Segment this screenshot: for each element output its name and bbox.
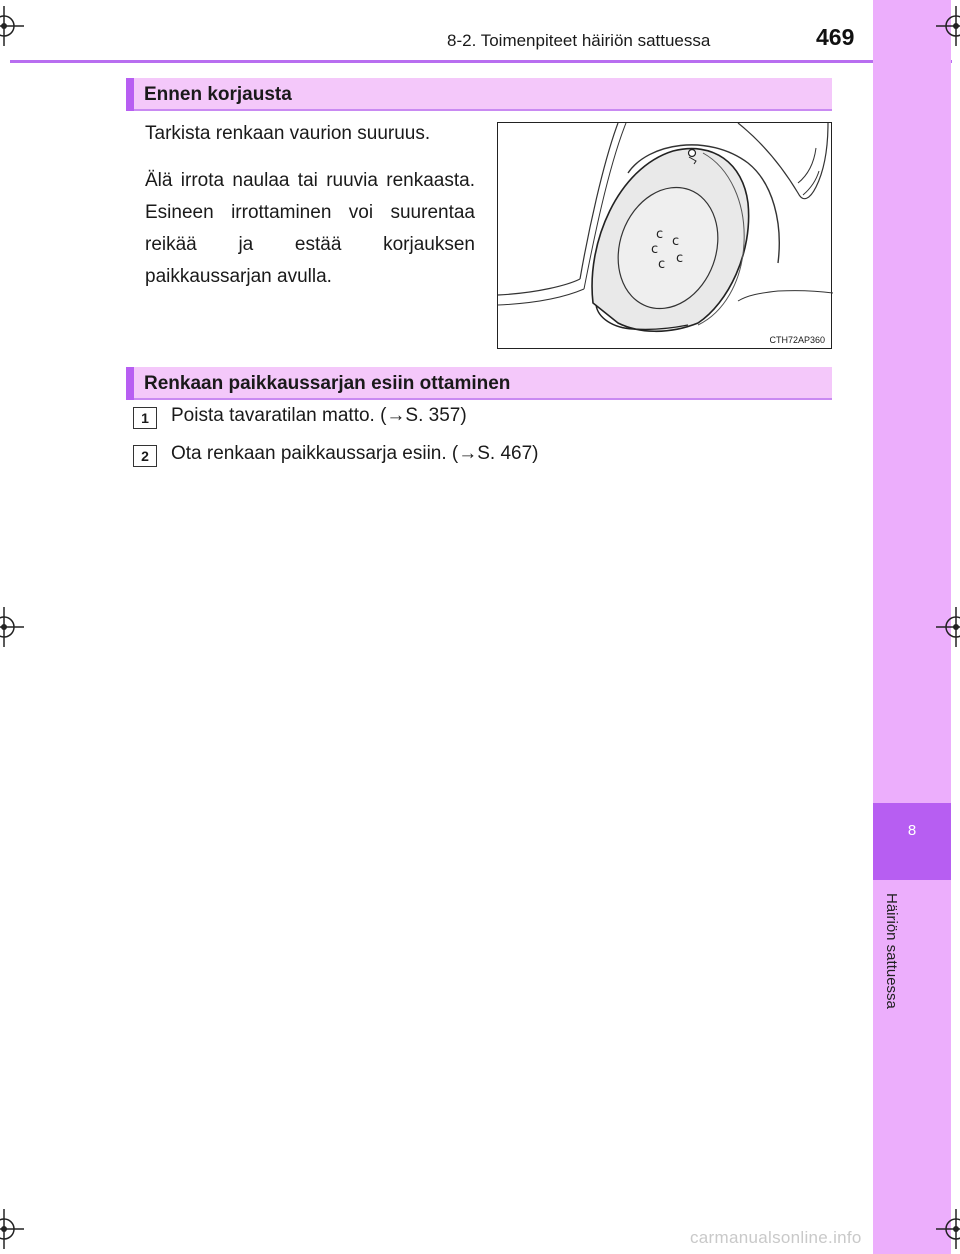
paragraph-check-damage: Tarkista renkaan vaurion suuruus. — [145, 123, 431, 144]
chapter-tab — [873, 803, 951, 880]
section-title: Ennen korjausta — [144, 84, 292, 105]
section-header-take-out-kit — [126, 367, 832, 400]
tire-illustration — [497, 122, 832, 349]
svg-text:c: c — [656, 227, 664, 242]
section-title: Renkaan paikkaussarjan esiin ottaminen — [144, 373, 511, 394]
step-number: 1 — [133, 407, 157, 429]
section-marker — [126, 367, 134, 400]
step-number: 2 — [133, 445, 157, 467]
svg-text:c: c — [651, 242, 659, 257]
figure-code: CTH72AP360 — [769, 335, 825, 345]
registration-mark-icon — [0, 1209, 24, 1249]
section-marker — [126, 78, 134, 111]
svg-text:c: c — [658, 257, 666, 272]
registration-mark-icon — [0, 6, 24, 46]
watermark: carmanualsonline.info — [690, 1228, 862, 1247]
registration-mark-icon — [0, 607, 24, 647]
svg-text:c: c — [672, 234, 680, 249]
section-header-before-repair — [126, 78, 832, 111]
registration-mark-icon — [936, 1209, 960, 1249]
header-rule — [10, 60, 952, 63]
running-header: 8-2. Toimenpiteet häiriön sattuessa — [447, 31, 711, 50]
chapter-title: Häiriön sattuessa — [883, 893, 900, 1009]
registration-mark-icon — [936, 6, 960, 46]
page-number: 469 — [816, 24, 855, 50]
chapter-number: 8 — [907, 822, 917, 839]
step-text: Ota renkaan paikkaussarja esiin. (→S. 467) — [171, 443, 539, 464]
svg-text:c: c — [676, 251, 684, 266]
tire-drawing — [498, 123, 833, 350]
registration-mark-icon — [936, 607, 960, 647]
paragraph-warning: Älä irrota naulaa tai ruuvia renkaasta. Esineen irrottaminen voi suurentaa reikää ja estää korjauksen paikkaussarjan avulla. — [145, 170, 475, 287]
step-text: Poista tavaratilan matto. (→S. 357) — [171, 405, 467, 426]
